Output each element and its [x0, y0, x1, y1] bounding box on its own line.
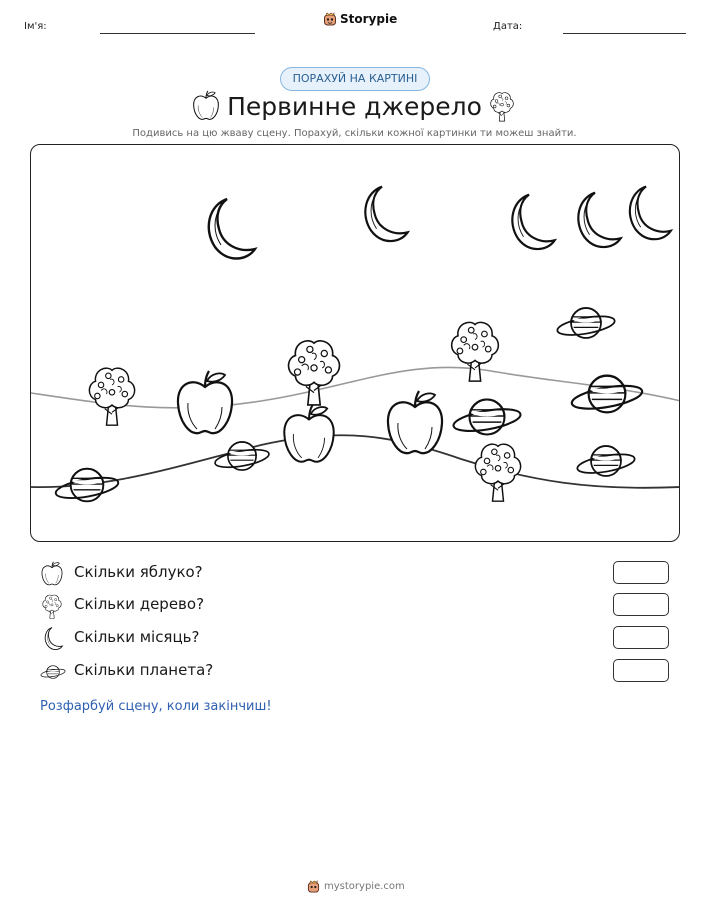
moon-icon: [578, 193, 620, 247]
apple-icon: [40, 561, 64, 587]
question-text: Скільки планета?: [74, 661, 214, 679]
planet-icon: [54, 469, 119, 502]
planet-icon: [452, 400, 522, 436]
tree-icon: [289, 341, 340, 405]
name-field[interactable]: [100, 33, 255, 34]
count-badge: ПОРАХУЙ НА КАРТИНІ: [280, 67, 430, 91]
page-subtitle: Подивись на цю жваву сцену. Порахуй, скільки кожної картинки ти можеш знайти.: [132, 128, 577, 139]
question-row-planet: [40, 659, 670, 685]
answer-box-tree[interactable]: [613, 593, 669, 616]
scene-drawing: [31, 145, 680, 542]
planet-icon: [556, 308, 616, 338]
moon-icon: [40, 626, 64, 652]
question-text: Скільки дерево?: [74, 595, 205, 613]
storypie-logo: [323, 12, 397, 26]
planet-icon: [576, 446, 636, 476]
question-row-tree: [40, 593, 670, 619]
moon-icon: [512, 195, 554, 249]
question-text: Скільки яблуко?: [74, 563, 203, 581]
tree-icon: [452, 322, 499, 381]
planet-icon: [40, 661, 66, 683]
answer-box-moon[interactable]: [613, 626, 669, 649]
hill-line-front: [31, 435, 680, 488]
tree-icon: [475, 444, 520, 501]
apple-icon: [284, 405, 333, 462]
answer-box-apple[interactable]: [613, 561, 669, 584]
footer-url[interactable]: mystorypie.com: [324, 881, 405, 892]
moon-icon: [630, 187, 671, 240]
moon-icon: [365, 187, 407, 241]
counting-scene: [30, 144, 680, 542]
storypie-mascot-icon: [323, 12, 337, 26]
brand-name: Storypie: [340, 12, 398, 26]
date-label: Дата:: [493, 21, 523, 32]
planet-icon: [570, 376, 644, 413]
date-field[interactable]: [563, 33, 686, 34]
question-text: Скільки місяць?: [74, 628, 200, 646]
planet-icon: [214, 442, 270, 471]
moon-icon: [209, 199, 255, 259]
tree-icon: [89, 368, 134, 425]
apple-icon: [178, 371, 232, 433]
apple-icon: [388, 391, 442, 453]
tree-icon: [488, 90, 516, 122]
question-row-apple: [40, 561, 670, 587]
question-row-moon: [40, 626, 670, 652]
tree-icon: [40, 593, 64, 619]
coloring-instruction: Розфарбуй сцену, коли закінчиш!: [40, 699, 272, 714]
answer-box-planet[interactable]: [613, 659, 669, 682]
footer: [307, 880, 405, 893]
name-label: Ім'я:: [24, 21, 47, 32]
page-title: Первинне джерело: [227, 92, 482, 121]
storypie-mascot-icon: [307, 880, 320, 893]
